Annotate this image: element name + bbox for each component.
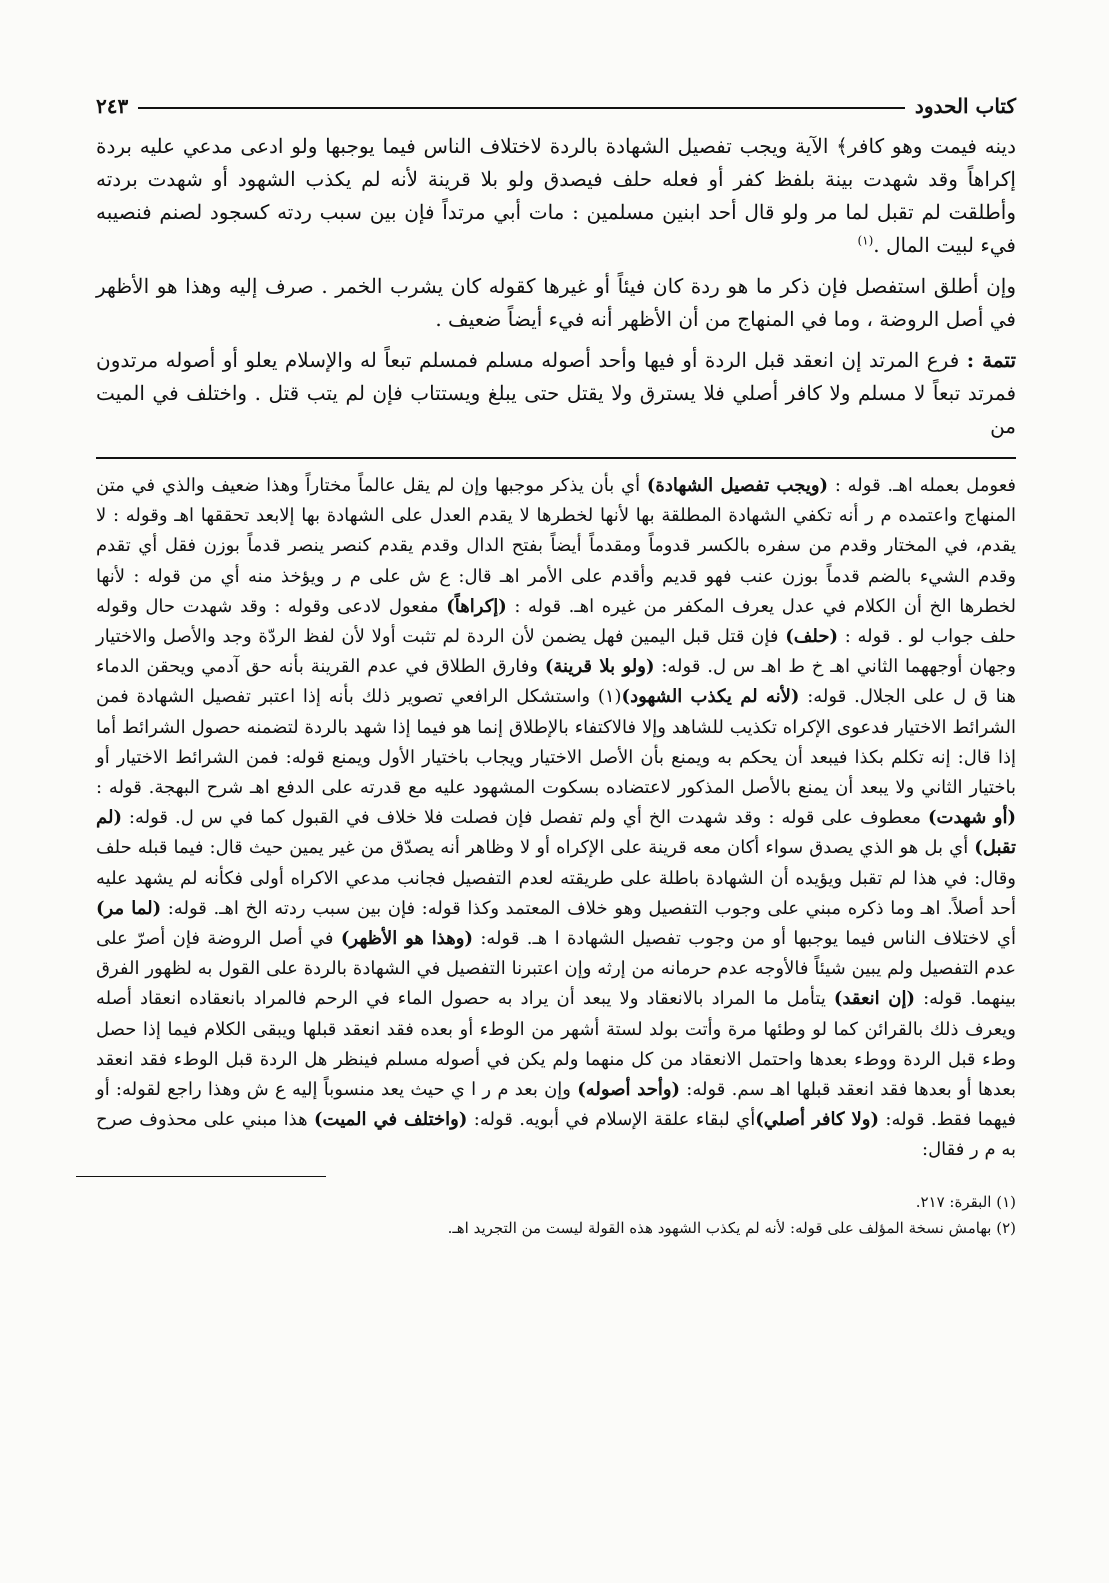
commentary-lemma: (ويجب تفصيل الشهادة) xyxy=(646,475,829,496)
commentary-segment: أي بل هو الذي يصدق سواء أكان معه قرينة على الإكراه أو لا وظاهر أنه يصدّق من غير يمين حيث قال: فيما قبله حلف وقال: في هذا لم تقبل ويؤيده أن الشهادة باطلة على طريقته لعدم التفصيل فجانب مدعي الاكراه أولى فكأنه لم يشهد عليه أحد أصلاً. اهـ وما ذكره مبني على وجوب التفصيل وهو خلاف المعتمد وكذا قوله: فإن بين سبب ردته الخ اهـ. قوله: xyxy=(96,837,1017,919)
footnote-2: (٢) بهامش نسخة المؤلف على قوله: لأنه لم يكذب الشهود هذه القولة ليست من التجريد اهـ. xyxy=(447,1218,1016,1237)
commentary-lemma: (إكراهاً) xyxy=(446,595,507,617)
commentary-segment: معطوف على قوله : وقد شهدت الخ أي ولم تفصل فإن فصلت فلا خلاف في القبول كما في س ل. قوله: xyxy=(121,807,928,829)
commentary-segment: هذا مبني على محذوف صرح به م ر فقال: xyxy=(96,1109,1016,1161)
commentary-segment: في أصل الروضة فإن أصرّ على عدم التفصيل ولم يبين شيئاً فالأوجه عدم حرمانه من إرثه وإن اعتبرنا التفصيل في الشهادة بالردة على القول به لظهور الفرق بينهما. قوله: xyxy=(96,928,1017,1010)
commentary-segment: أي لاختلاف الناس فيما يوجبها أو من وجوب تفصيل الشهادة ا هـ. قوله: xyxy=(472,928,1017,950)
main-paragraph-3 xyxy=(96,344,1016,443)
commentary-segment: مفعول لادعى وقوله : وقد شهدت حال وقوله حلف جواب لو . قوله : xyxy=(96,595,1017,648)
commentary-lemma: (لم تقبل) xyxy=(96,807,1016,859)
commentary-segment: فإن قتل قبل اليمين فهل يضمن لأن الردة لم تثبت أولا لأن لفظ الردّة وجد والأصل والاختيار وجهان أوجههما الثاني اهـ خ ط اهـ س ل. قوله: xyxy=(96,626,1017,678)
main-text xyxy=(96,130,1016,443)
commentary-lemma: (واختلف في الميت) xyxy=(314,1109,468,1131)
page-number: ٢٤٣ xyxy=(96,94,129,118)
book-page xyxy=(96,88,1016,1528)
commentary-lemma: (وهذا هو الأظهر) xyxy=(340,928,473,950)
main-paragraph-1-text: دينه فيمت وهو كافر﴾ الآية ويجب تفصيل الشهادة بالردة لاختلاف الناس فيما يوجبها ولو ادعى مدعي عليه بردة إكراهاً وقد شهدت بينة بلفظ كفر أو فعله حلف فيصدق ولو بلا قرينة لأنه لم يكذب الشهود أو شهدت بردته وأطلقت لم تقبل لما مر ولو قال أحد ابنين مسلمين : مات أبي مرتداً فإن بين سبب ردته كسجود لصنم فنصيبه فيء لبيت المال . xyxy=(96,134,1016,257)
commentary-segment: يتأمل ما المراد بالانعقاد ولا يبعد أن يراد به حصول الماء في الرحم فالمراد بانعقاده انعقاد أصله ويعرف ذلك بالقرائن كما لو وطئها مرة وأتت بولد لستة أشهر من الوطء أو بعده فقد انعقد قبلها ويبقى الكلام فيما إذا حصل وطء قبل الردة ووطء بعدها واحتمل الانعقاد من كل منهما ولم يكن في أصوله مسلم فينظر هل الردة قبل الوطء فقد انعقد بعدها أو بعدها فقد انعقد قبلها اهـ سم. قوله: xyxy=(96,988,1017,1101)
commentary-text xyxy=(96,471,1016,1166)
commentary-segment: أي لبقاء علقة الإسلام في أبويه. قوله: xyxy=(467,1109,756,1131)
commentary-segment: وفارق الطلاق في عدم القرينة بأنه حق آدمي ويحقن الدماء هنا ق ل على الجلال. قوله: xyxy=(96,656,1016,708)
footnote-ref-1: (١) xyxy=(857,233,874,248)
footnote-1: (١) البقرة: ٢١٧. xyxy=(915,1192,1016,1211)
main-paragraph-1 xyxy=(96,130,1016,262)
commentary-lemma: (وأحد أصوله) xyxy=(577,1079,681,1101)
commentary-lemma: (ولا كافر أصلي) xyxy=(755,1109,879,1131)
commentary-segment: (١) واستشكل الرافعي تصوير ذلك بأنه إذا اعتبر تفصيل الشهادة فمن الشرائط الاختيار فدعوى الإكراه تكذيب للشاهد وإلا فالاكتفاء بالإطلاق إنما هو فيما إذا شهد بالردة لتضمنه حصول الشرائط أما إذا قال: إنه تكلم بكذا فيبعد أن يحكم به ويمنع بأن الأصل الاختيار ويجاب باختيار الأول ويمنع قوله: فمن الشرائط الاختيار أو باختيار الثاني ولا يبعد أن يمنع بالأصل المذكور لاعتضاده بسكوت المشهود عليه مع قدرته على الدفع اهـ شرح البهجة. قوله : xyxy=(96,686,1016,799)
commentary-lemma: (لأنه لم يكذب الشهود) xyxy=(621,686,800,708)
commentary-divider xyxy=(96,457,1016,459)
commentary-lemma: (ولو بلا قرينة) xyxy=(544,656,655,678)
commentary-segment: فعومل بعمله اهـ. قوله : xyxy=(828,475,1016,496)
header-rule xyxy=(138,107,905,109)
main-paragraph-3-text: فرع المرتد إن انعقد قبل الردة أو فيها وأحد أصوله مسلم فمسلم تبعاً له والإسلام يعلو أو أصوله مرتدون فمرتد تبعاً لا مسلم ولا كافر أصلي فلا يسترق ولا يقتل حتى يبلغ ويستتاب فإن لم يتب قتل . واختلف في الميت من xyxy=(96,348,1016,438)
commentary-segment: أي بأن يذكر موجبها وإن لم يقل عالماً مختاراً وهذا ضعيف والذي في متن المنهاج واعتمده م ر أنه تكفي الشهادة المطلقة بها لأنها لخطرها لا يقدم العدل على الشهادة بها إلابعد تحققها اهـ وقوله : لا يقدم، في المختار وقدم من سفره بالكسر قدوماً ومقدماً أيضاً بفتح الدال وقدم يقدم كنصر ينصر قدماً بوزن فقل أي تقدم وقدم الشيء بالضم قدماً بوزن عنب فهو قديم وأقدم على الأمر اهـ قال: ع ش على م ر ويؤخذ منه أي من قوله : لأنها لخطرها الخ أن الكلام في عدل يعرف المكفر من غيره اهـ. قوله : xyxy=(96,475,1016,617)
commentary-lemma: (أو شهدت) xyxy=(928,807,1016,829)
tatimma-label: تتمة : xyxy=(966,348,1017,372)
footnote-divider xyxy=(76,1176,326,1177)
running-header xyxy=(96,88,1016,124)
footnotes xyxy=(96,1189,1016,1241)
commentary-lemma: (حلف) xyxy=(785,626,838,648)
commentary-segment: وإن بعد م ر ا ي حيث يعد منسوباً إليه ع ش وهذا راجع لقوله: أو فيهما فقط. قوله: xyxy=(96,1079,1017,1131)
commentary-lemma: (لما مر) xyxy=(96,897,162,919)
book-title: كتاب الحدود xyxy=(914,94,1016,118)
commentary-lemma: (إن انعقد) xyxy=(833,988,916,1010)
main-paragraph-2: وإن أطلق استفصل فإن ذكر ما هو ردة كان فيئاً أو غيرها كقوله كان يشرب الخمر . صرف إليه وهذا هو الأظهر في أصل الروضة ، وما في المنهاج من أن الأظهر أنه فيء أيضاً ضعيف . xyxy=(96,274,1016,331)
